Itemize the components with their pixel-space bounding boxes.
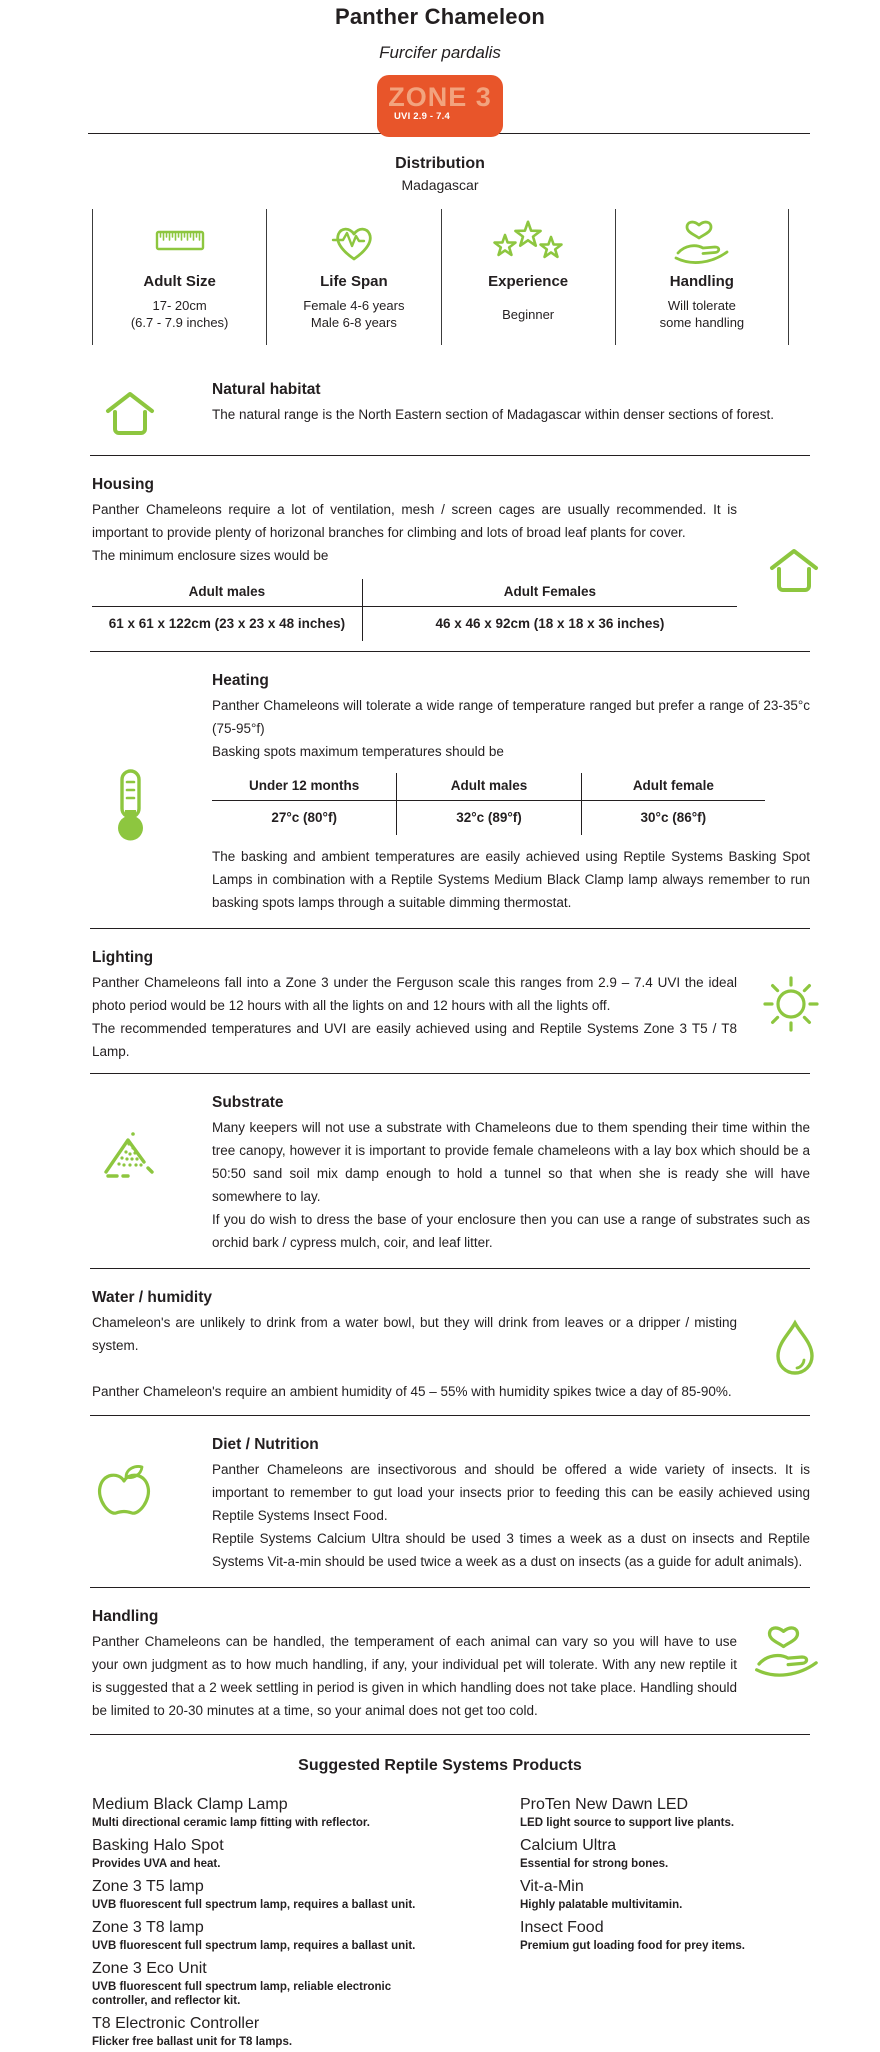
stat-life-span (266, 209, 440, 345)
substrate-section (90, 1094, 810, 1254)
water-droplet-icon (768, 1319, 822, 1385)
stat-label: Adult Size (143, 273, 216, 290)
product-item (92, 1878, 520, 1912)
product-item (520, 1878, 810, 1912)
enclosure-size-table (92, 579, 737, 641)
section-title: Lighting (92, 949, 154, 966)
zone-badge-label: ZONE 3 (388, 82, 492, 112)
product-desc: Provides UVA and heat. (92, 1858, 221, 1870)
section-title: Diet / Nutrition (212, 1436, 319, 1453)
section-body: The natural range is the North Eastern section of Madagascar within denser sections of forest. (212, 407, 775, 422)
product-item (92, 1796, 520, 1830)
section-body: The basking and ambient temperatures are easily achieved using Reptile Systems Basking Spot Lamps in combination with a Reptile Systems Medium Black Clamp lamp always remember to run basking spots lamps through a suitable dimming thermostat. (212, 849, 810, 910)
handling-section (92, 1608, 810, 1722)
section-title: Water / humidity (92, 1289, 212, 1306)
section-body: Panther Chameleon's require an ambient humidity of 45 – 55% with humidity spikes twice a day of 85-90%. (92, 1384, 732, 1399)
page-title: Panther Chameleon (334, 4, 545, 29)
stat-experience (441, 209, 615, 345)
products-column-left (92, 1789, 520, 2049)
section-body: If you do wish to dress the base of your enclosure then you can use a range of substrates such as orchid bark / cypress mulch, coir, and leaf litter. (212, 1212, 810, 1250)
section-body: Panther Chameleons require a lot of ventilation, mesh / screen cages are usually recommended. It is important to provide plenty of horizonal branches for climbing and lots of broad leaf plants for cover. (92, 502, 737, 540)
table-header: Adult Females (363, 579, 737, 607)
zone-badge-uvi: UVI 2.9 - 7.4 (394, 111, 450, 122)
product-desc: UVB fluorescent full spectrum lamp, requires a ballast unit. (92, 1940, 416, 1952)
stat-value: 17- 20cm (152, 298, 207, 313)
product-desc: Flicker free ballast unit for T8 lamps. (92, 2036, 293, 2048)
product-item (520, 1919, 810, 1953)
table-header: Adult males (396, 773, 580, 801)
table-cell: 30°c (86°f) (581, 801, 765, 835)
stat-label: Life Span (320, 273, 388, 290)
section-title: Natural habitat (212, 381, 321, 398)
section-body: Panther Chameleons are insectivorous and should be offered a wide variety of insects. It is important to remember to gut load your insects prior to feeding this can be easily achieved using Reptile Systems Insect Food. (212, 1462, 810, 1523)
product-desc: Multi directional ceramic lamp fitting with reflector. (92, 1817, 370, 1829)
stat-value: some handling (659, 315, 745, 330)
table-cell: 46 x 46 x 92cm (18 x 18 x 36 inches) (435, 616, 665, 631)
products-title: Suggested Reptile Systems Products (298, 1757, 582, 1774)
section-body: Many keepers will not use a substrate with Chameleons due to them spending their time within the tree canopy, however it is important to provide female chameleons with a lay box which should be a 50:50 sand soil mix damp enough to hold a tunnel so that when she is ready she will have somewhere to lay. (212, 1120, 810, 1204)
stat-value: Male 6-8 years (310, 315, 397, 330)
stat-adult-size (92, 209, 266, 345)
section-body: The recommended temperatures and UVI are easily achieved using and Reptile Systems Zone 3 T5 / T8 Lamp. (92, 1021, 737, 1059)
product-name: Zone 3 Eco Unit (92, 1960, 207, 1977)
housing-section (92, 476, 810, 641)
product-item (92, 2015, 520, 2049)
section-title: Heating (212, 672, 269, 689)
product-item (92, 1919, 520, 1953)
table-header: Adult female (581, 773, 765, 801)
basking-temps-table (212, 773, 765, 835)
house-icon (90, 381, 212, 439)
zone-3-badge (377, 75, 503, 137)
three-stars-icon (448, 217, 609, 265)
care-sheet-page (0, 4, 880, 2049)
product-item (520, 1796, 810, 1830)
distribution-block (70, 155, 810, 193)
table-cell: 27°c (80°f) (271, 810, 337, 825)
section-body: Panther Chameleons fall into a Zone 3 under the Ferguson scale this ranges from 2.9 – 7.4 UVI the ideal photo period would be 12 hours with all the lights on and 12 hours with all the lights off. (92, 975, 737, 1013)
table-header: Adult males (92, 579, 363, 607)
product-item (520, 1837, 810, 1871)
product-desc: Highly palatable multivitamin. (520, 1899, 683, 1911)
product-name: Zone 3 T8 lamp (92, 1919, 204, 1936)
product-name: Medium Black Clamp Lamp (92, 1796, 288, 1813)
product-name: Calcium Ultra (520, 1837, 617, 1854)
stat-label: Experience (488, 273, 569, 290)
section-title: Housing (92, 476, 154, 493)
diet-section (90, 1436, 810, 1573)
stat-value: (6.7 - 7.9 inches) (130, 315, 229, 330)
products-list (92, 1789, 810, 2049)
house-icon (766, 546, 822, 596)
section-body: The minimum enclosure sizes would be (92, 548, 329, 563)
stat-value: Female 4-6 years (303, 298, 405, 313)
product-name: Zone 3 T5 lamp (92, 1878, 204, 1895)
section-body: Reptile Systems Calcium Ultra should be used 3 times a week as a dust on insects and Reptile Systems Vit-a-min should be used twice a week as a dust on insects (as a guide for adult animals). (212, 1531, 810, 1569)
apple-icon (90, 1436, 212, 1573)
section-body: Chameleon's are unlikely to drink from a water bowl, but they will drink from leaves or a dripper / misting system. (92, 1315, 737, 1353)
section-title: Substrate (212, 1094, 284, 1111)
product-name: Vit-a-Min (520, 1878, 584, 1895)
product-desc: UVB fluorescent full spectrum lamp, requires a ballast unit. (92, 1899, 416, 1911)
products-column-right (520, 1789, 810, 2049)
product-item (92, 1960, 520, 2008)
natural-habitat-section (90, 381, 810, 439)
table-header: Under 12 months (212, 773, 396, 801)
distribution-label: Distribution (395, 155, 485, 172)
sun-icon (760, 973, 822, 1035)
lighting-section (92, 949, 810, 1063)
heart-pulse-icon (273, 217, 434, 265)
hand-heart-icon (622, 217, 782, 265)
section-body: Basking spots maximum temperatures should be (212, 744, 504, 759)
stat-value: Beginner (502, 306, 555, 322)
table-cell: 61 x 61 x 122cm (23 x 23 x 48 inches) (92, 607, 363, 641)
distribution-value: Madagascar (401, 177, 479, 193)
product-name: Insect Food (520, 1919, 604, 1936)
product-name: Basking Halo Spot (92, 1837, 224, 1854)
product-desc: LED light source to support live plants. (520, 1817, 735, 1829)
stat-handling (615, 209, 789, 345)
table-cell: 32°c (89°f) (396, 801, 580, 835)
section-title: Handling (92, 1608, 159, 1625)
stat-value: Will tolerate (667, 298, 736, 313)
hand-heart-icon (752, 1622, 822, 1678)
section-body: Panther Chameleons will tolerate a wide range of temperature ranged but prefer a range of 23-35°c (75-95°f) (212, 698, 810, 736)
product-desc: Premium gut loading food for prey items. (520, 1940, 745, 1952)
zone-badge-area (70, 75, 810, 141)
heating-section (90, 672, 810, 914)
ruler-icon (99, 217, 260, 265)
stat-label: Handling (669, 273, 734, 290)
product-name: T8 Electronic Controller (92, 2015, 260, 2032)
product-desc: UVB fluorescent full spectrum lamp, reliable electronic controller, and reflector kit. (92, 1981, 392, 2007)
species-latin-name: Furcifer pardalis (379, 43, 501, 62)
product-name: ProTen New Dawn LED (520, 1796, 689, 1813)
stats-row (92, 209, 789, 345)
water-humidity-section (92, 1289, 810, 1403)
section-body: Panther Chameleons can be handled, the temperament of each animal can vary so you will have to use your own judgment as to how much handling, if any, your individual pet will tolerate. With any new reptile it is suggested that a 2 week settling in period is given in which handling does not take place. Handling should be limited to 20-30 minutes at a time, so your animal does not get too cold. (92, 1634, 737, 1718)
product-desc: Essential for strong bones. (520, 1858, 669, 1870)
thermometer-icon (90, 672, 212, 914)
product-item (92, 1837, 520, 1871)
substrate-mound-icon (90, 1094, 212, 1254)
